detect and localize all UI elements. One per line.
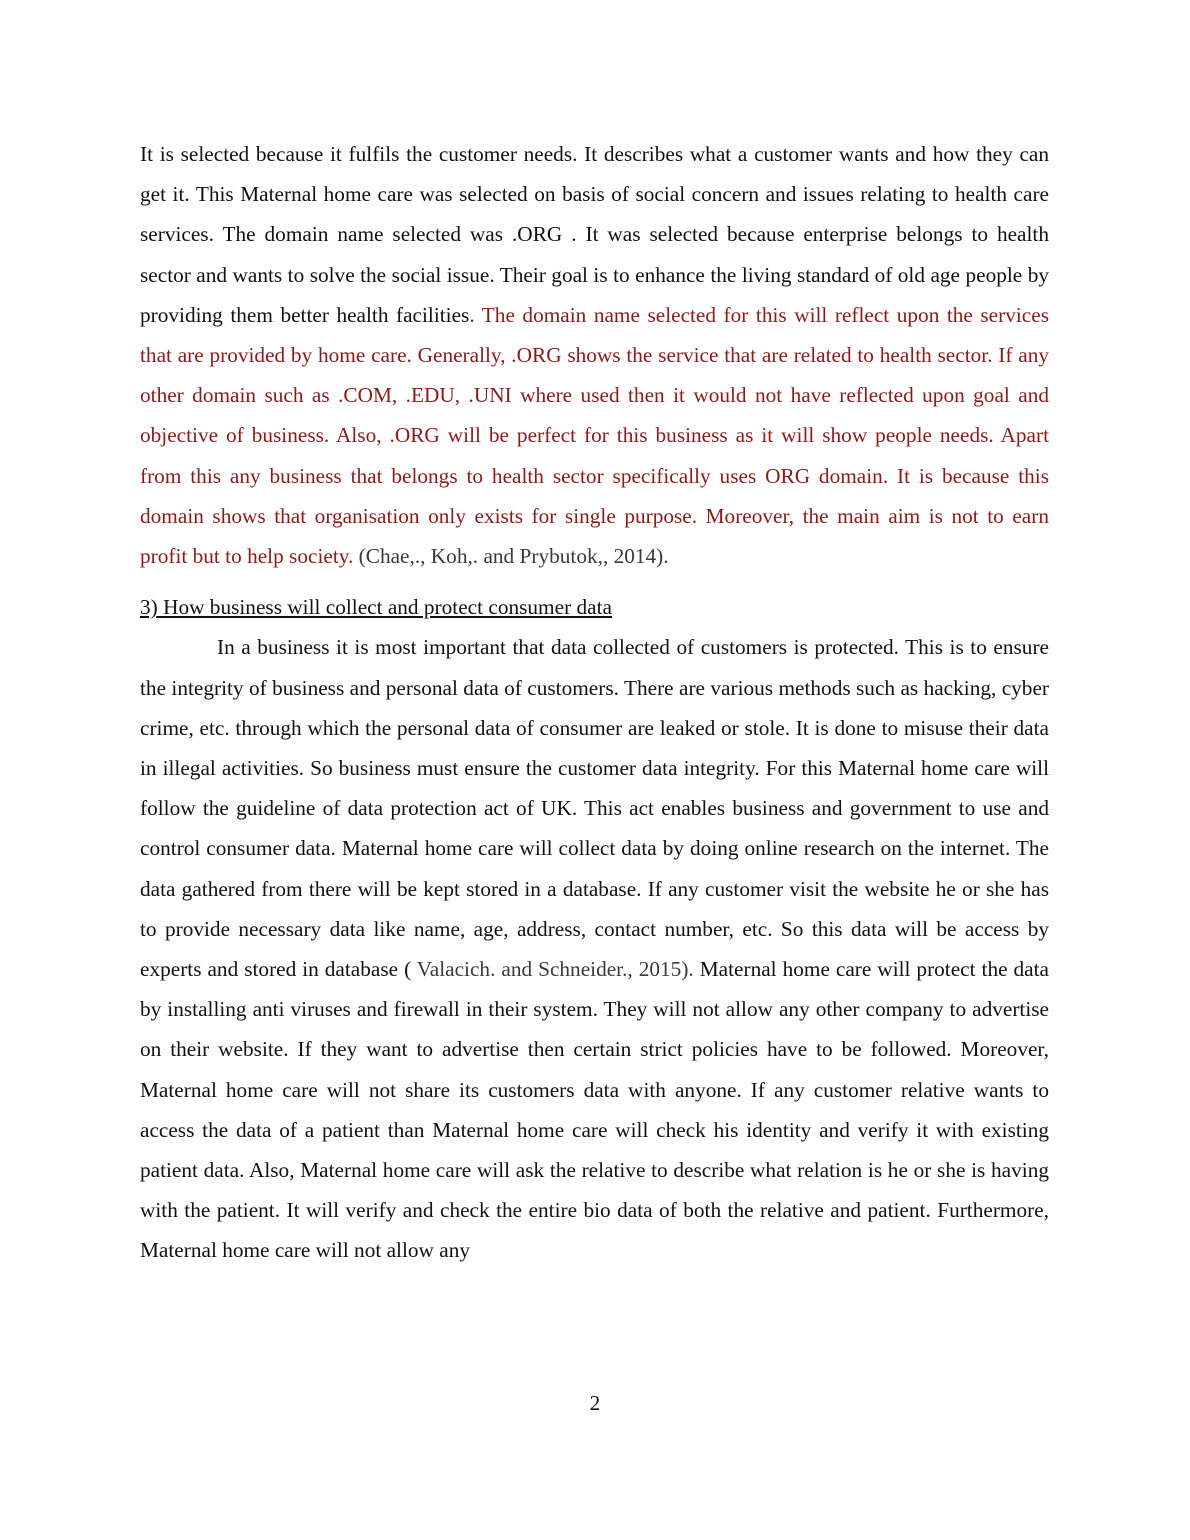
section-heading: 3) How business will collect and protect consumer data: [140, 595, 612, 620]
highlighted-text: . The domain name selected for this will reflect upon the services that are provided by home care. Generally, .ORG shows the service that are related to health sector. If any other domain such as .COM, .EDU, .UNI where used then it would not have reflected upon goal and objective of business. Also, .ORG will be perfect for this business as it will show people needs. Apart from this any business that belongs to health sector specifically uses ORG domain. It is because this domain shows that organisation only exists for single purpose. Moreover, the main aim is not to earn profit but to help society.: [140, 302, 1049, 569]
paragraph-domain-selection: [140, 134, 1049, 576]
document-page: [140, 134, 1049, 1271]
citation: Valacich. and Schneider., 2015).: [411, 957, 694, 982]
paragraph-data-protection: [140, 627, 1049, 1270]
paragraph-text: Maternal home care will protect the data by installing anti viruses and firewall in their system. They will not allow any other company to advertise on their website. If they want to advertise then certain strict policies have to be followed. Moreover, Maternal home care will not share its customers data with anyone. If any customer relative wants to access the data of a patient than Maternal home care will check his identity and verify it with existing patient data. Also, Maternal home care will ask the relative to describe what relation is he or she is having with the patient. It will verify and check the entire bio data of both the relative and patient. Furthermore, Maternal home care will not allow any: [140, 957, 1050, 1263]
page-number: 2: [589, 1391, 601, 1415]
citation: (Chae,., Koh,. and Prybutok,, 2014).: [353, 544, 669, 569]
paragraph-text: In a business it is most important that data collected of customers is protected. This is to ensure the integrity of business and personal data of customers. There are various methods such as hacking, cyber crime, etc. through which the personal data of consumer are leaked or stole. It is done to misuse their data in illegal activities. So business must ensure the customer data integrity. For this Maternal home care will follow the guideline of data protection act of UK. This act enables business and government to use and control consumer data. Maternal home care will collect data by doing online research on the internet. The data gathered from there will be kept stored in a database. If any customer visit the website he or she has to provide necessary data like name, age, address, contact number, etc. So this data will be access by experts and stored in database (: [140, 635, 1049, 982]
paragraph-text: It is selected because it fulfils the customer needs. It describes what a customer wants and how they can get it. This Maternal home care was selected on basis of social concern and issues relating to health care services. The domain name selected was .ORG . It was selected because enterprise belongs to health sector and wants to solve the social issue. Their goal is to enhance the living standard of old age people by providing them better health facilities: [140, 142, 1049, 327]
